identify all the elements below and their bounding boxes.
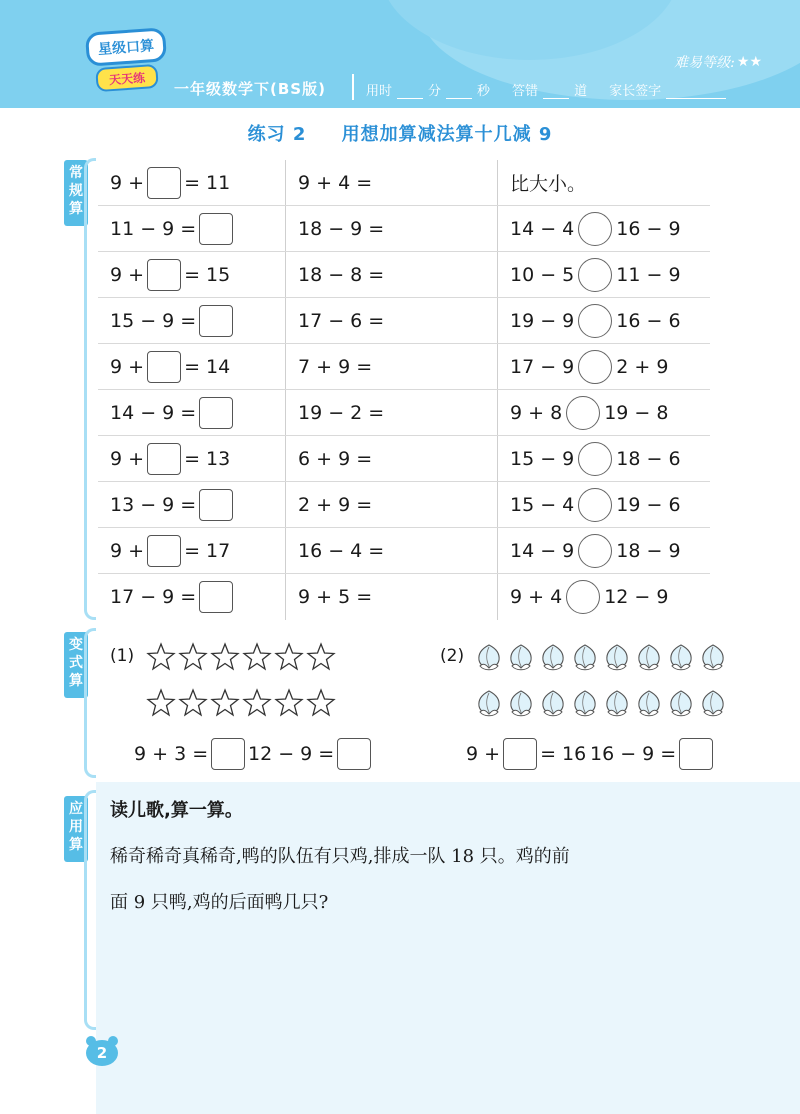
compare-left: 19 − 9 [510,309,575,332]
compare-circle[interactable] [566,580,600,614]
time-label: 用时 [366,84,393,99]
compare-right: 16 − 6 [616,309,681,332]
calc-cell[interactable] [286,528,498,573]
parent-sign-blank[interactable] [666,85,726,99]
section-brace-variant [84,628,96,778]
compare-cell [498,298,710,343]
compare-cell [498,390,710,435]
star-icon [178,688,208,718]
compare-cell [498,436,710,481]
calc-row [98,528,710,574]
star-icon [146,688,176,718]
equation-text: 13 − 9 = [110,493,197,516]
compare-circle[interactable] [578,304,612,338]
equation-result: = 13 [184,447,231,470]
equation-text: 18 − 9 = [298,217,385,240]
lesson-topic: 用想加算减法算十几减 9 [341,124,553,145]
section-label-regular: 常规算 [64,160,88,226]
compare-circle[interactable] [578,258,612,292]
grade-label: 一年级数学下(BS版) [174,80,326,98]
equation-result: = 11 [184,171,231,194]
calc-row [98,436,710,482]
section-label-variant: 变式算 [64,632,88,698]
compare-left: 15 − 9 [510,447,575,470]
compare-cell [498,482,710,527]
compare-left: 14 − 9 [510,539,575,562]
compare-circle[interactable] [578,534,612,568]
peach-icon [506,688,536,718]
star-icon [146,642,176,672]
answer-box[interactable] [679,738,713,770]
compare-cell [498,344,710,389]
compare-cell [498,252,710,297]
answer-box[interactable] [503,738,537,770]
peach-icon [474,642,504,672]
star-icon [210,642,240,672]
fill-blank-cell [98,298,286,343]
answer-box[interactable] [147,443,181,475]
compare-circle[interactable] [578,212,612,246]
answer-box[interactable] [147,535,181,567]
compare-right: 11 − 9 [616,263,681,286]
peach-icon [538,642,568,672]
applied-text-line-2: 面 9 只鸭,鸡的后面鸭几只? [110,892,329,913]
compare-right: 16 − 9 [616,217,681,240]
difficulty-rating [674,52,762,72]
star-row-1 [146,642,336,672]
fill-blank-cell [98,574,286,620]
equation-text: 16 − 4 = [298,539,385,562]
problem-2-equation-1 [466,738,586,770]
calc-cell[interactable] [286,160,498,205]
equation-text: 11 − 9 = [110,217,197,240]
calc-row [98,252,710,298]
answer-box[interactable] [199,213,233,245]
peach-icon [474,688,504,718]
calc-row [98,206,710,252]
fill-blank-cell [98,160,286,205]
compare-left: 14 − 4 [510,217,575,240]
peach-icon [698,642,728,672]
peach-icon [666,642,696,672]
peach-icon [698,688,728,718]
answer-box[interactable] [199,489,233,521]
equation-text: 14 − 9 = [110,401,197,424]
peach-icon [538,688,568,718]
applied-heading: 读儿歌,算一算。 [110,800,243,821]
section-brace-applied [84,790,96,1030]
answer-box[interactable] [199,397,233,429]
answer-box[interactable] [337,738,371,770]
page-number-badge [86,1036,118,1066]
compare-left: 9 + 8 [510,401,563,424]
answer-box[interactable] [199,305,233,337]
p1-eq1-text: 9 + 3 = [134,743,209,765]
equation-text: 18 − 8 = [298,263,385,286]
page-header [0,0,800,108]
header-divider [352,74,354,100]
fill-blank-cell [98,206,286,251]
answer-box[interactable] [199,581,233,613]
compare-cell [498,528,710,573]
problem-2-equation-2 [590,738,716,770]
minutes-blank[interactable] [397,85,423,99]
equation-text: 17 − 9 = [110,586,197,608]
fill-blank-cell [98,528,286,573]
compare-right: 18 − 9 [616,539,681,562]
wrong-unit: 道 [574,84,588,99]
peach-row-2 [474,688,728,718]
equation-result: = 15 [184,263,231,286]
difficulty-stars: ★★ [736,54,762,70]
calc-row [98,390,710,436]
compare-left: 15 − 4 [510,493,575,516]
page-title [0,120,800,146]
calc-row [98,160,710,206]
calc-row [98,574,710,620]
peach-icon [634,642,664,672]
calc-cell[interactable] [286,206,498,251]
fill-blank-cell [98,482,286,527]
compare-circle[interactable] [578,488,612,522]
peach-icon [602,688,632,718]
lesson-number: 练习 2 [247,124,307,145]
minute-label: 分 [428,84,442,99]
answer-box[interactable] [147,167,181,199]
equation-result: = 17 [184,539,231,562]
calc-cell[interactable] [286,482,498,527]
equation-text: 7 + 9 = [298,355,373,378]
compare-circle[interactable] [578,350,612,384]
regular-calc-grid [98,160,710,620]
peach-icon [666,688,696,718]
problem-1-equation-1 [134,738,248,770]
peach-icon [602,642,632,672]
p1-eq2-text: 12 − 9 = [248,743,335,765]
star-icon [274,642,304,672]
peach-icon [634,688,664,718]
compare-instruction: 比大小。 [510,173,587,195]
brand-line-1: 星级口算 [85,27,167,66]
star-icon [242,688,272,718]
seconds-blank[interactable] [446,85,472,99]
compare-left: 10 − 5 [510,263,575,286]
peach-icon [570,688,600,718]
peach-icon [570,642,600,672]
equation-text: 9 + 4 = [298,171,373,194]
peach-icon [506,642,536,672]
equation-text: 17 − 6 = [298,309,385,332]
equation-text: 9 + [110,171,145,194]
calc-cell[interactable] [286,436,498,481]
compare-right: 2 + 9 [616,355,669,378]
calc-cell[interactable] [286,344,498,389]
compare-circle[interactable] [566,396,600,430]
answer-box[interactable] [147,259,181,291]
calc-cell[interactable] [286,252,498,297]
problem-2-label: (2) [440,646,465,666]
fill-blank-cell [98,390,286,435]
compare-circle[interactable] [578,442,612,476]
timing-bar [364,80,729,99]
calc-row [98,298,710,344]
answer-box[interactable] [211,738,245,770]
compare-right: 18 − 6 [616,447,681,470]
star-icon [178,642,208,672]
fill-blank-cell [98,344,286,389]
calc-cell[interactable] [286,574,498,620]
equation-text: 6 + 9 = [298,447,373,470]
brand-logo [86,30,166,100]
parent-sign-label: 家长签字 [609,84,662,99]
equation-text: 9 + [110,539,145,562]
compare-left: 9 + 4 [510,586,563,608]
compare-right: 19 − 8 [604,401,669,424]
equation-text: 9 + 5 = [298,586,373,608]
star-icon [210,688,240,718]
equation-text: 15 − 9 = [110,309,197,332]
compare-cell [498,574,710,620]
problem-1-equation-2 [248,738,374,770]
equation-text: 2 + 9 = [298,493,373,516]
applied-text-line-1: 稀奇稀奇真稀奇,鸭的队伍有只鸡,排成一队 18 只。鸡的前 [110,846,570,867]
peach-row-1 [474,642,728,672]
brand-line-2: 天天练 [95,64,159,92]
star-icon [274,688,304,718]
equation-text: 19 − 2 = [298,401,385,424]
p2-eq1-post: = 16 [540,743,587,765]
wrong-label: 答错 [512,84,539,99]
p2-eq1-pre: 9 + [466,743,501,765]
page-number: 2 [86,1040,118,1066]
compare-left: 17 − 9 [510,355,575,378]
compare-cell [498,206,710,251]
answer-box[interactable] [147,351,181,383]
calc-cell[interactable] [286,298,498,343]
compare-right: 12 − 9 [604,586,669,608]
star-icon [242,642,272,672]
star-icon [306,688,336,718]
problem-1-label: (1) [110,646,135,666]
calc-row [98,482,710,528]
compare-right: 19 − 6 [616,493,681,516]
section-label-applied: 应用算 [64,796,88,862]
star-row-2 [146,688,336,718]
difficulty-label: 难易等级: [674,55,735,71]
section-brace-regular [84,158,96,620]
equation-result: = 14 [184,355,231,378]
applied-section-background [96,782,800,1114]
fill-blank-cell [98,436,286,481]
star-icon [306,642,336,672]
calc-row [98,344,710,390]
equation-text: 9 + [110,355,145,378]
equation-text: 9 + [110,447,145,470]
calc-cell[interactable] [286,390,498,435]
fill-blank-cell [98,252,286,297]
second-label: 秒 [477,84,491,99]
compare-header [498,160,710,205]
p2-eq2-text: 16 − 9 = [590,743,677,765]
wrong-count-blank[interactable] [543,85,569,99]
equation-text: 9 + [110,263,145,286]
